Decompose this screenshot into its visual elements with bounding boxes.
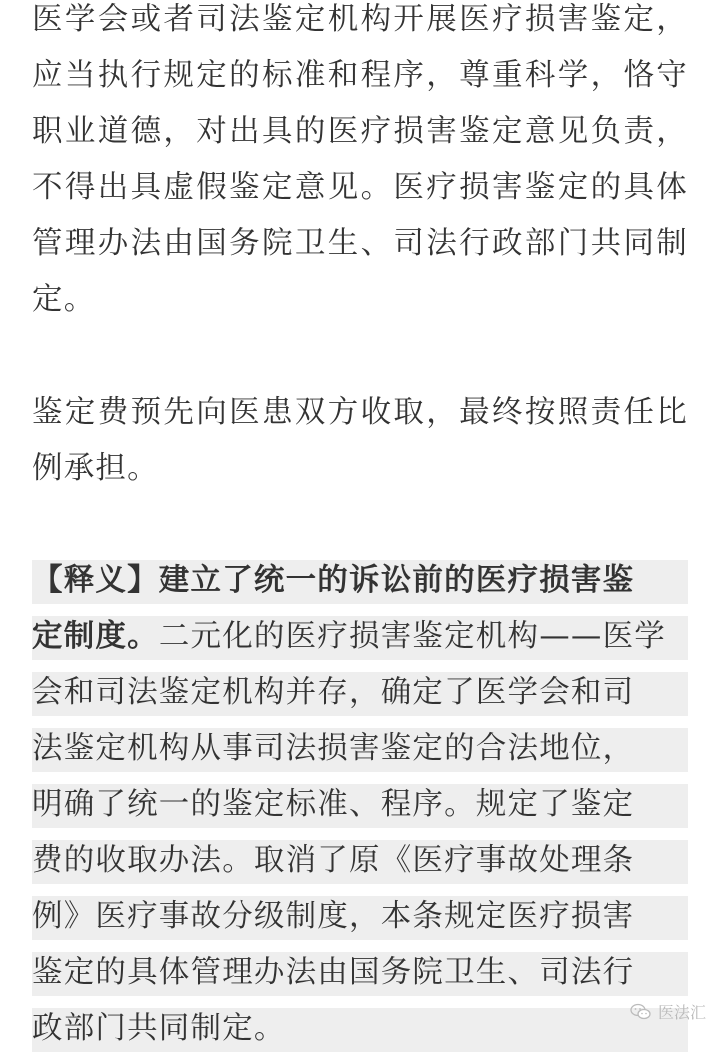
interpretation-text: 鉴定的具体管理办法由国务院卫生、司法行 [32, 955, 635, 990]
interpretation-bold: 【释义】建立了统一的诉讼前的医疗损害鉴 [32, 563, 635, 598]
interpretation-line [32, 665, 688, 721]
interpretation-line [32, 553, 688, 609]
interpretation-bold: 定制度。 [32, 619, 159, 654]
interpretation-text: 法鉴定机构从事司法损害鉴定的合法地位， [32, 731, 635, 766]
interpretation-text: 二元化的医疗损害鉴定机构——医学 [158, 619, 667, 654]
paragraph-regulation: 医学会或者司法鉴定机构开展医疗损害鉴定，应当执行规定的标准和程序，尊重科学，恪守职业道德，对出具的医疗损害鉴定意见负责，不得出具虚假鉴定意见。医疗损害鉴定的具体管理办法由国务院卫生、司法行政部门共同制定。 [32, 2, 688, 317]
paragraph-fee: 鉴定费预先向医患双方收取，最终按照责任比例承担。 [32, 395, 688, 486]
interpretation-text: 费的收取办法。取消了原《医疗事故处理条 [32, 843, 635, 878]
interpretation-text: 明确了统一的鉴定标准、程序。规定了鉴定 [32, 787, 635, 822]
interpretation-line [32, 889, 688, 945]
interpretation-line [32, 721, 688, 777]
interpretation-line [32, 833, 688, 889]
interpretation-text: 例》医疗事故分级制度，本条规定医疗损害 [32, 899, 635, 934]
interpretation-block [32, 553, 688, 1057]
interpretation-text: 会和司法鉴定机构并存，确定了医学会和司 [32, 675, 635, 710]
interpretation-line [32, 1001, 688, 1057]
interpretation-line [32, 609, 688, 665]
interpretation-line [32, 777, 688, 833]
wechat-icon [630, 1003, 652, 1021]
interpretation-text: 政部门共同制定。 [32, 1011, 286, 1046]
interpretation-line [32, 945, 688, 1001]
watermark-text: 医法汇 [657, 1003, 706, 1022]
watermark [630, 1000, 706, 1023]
